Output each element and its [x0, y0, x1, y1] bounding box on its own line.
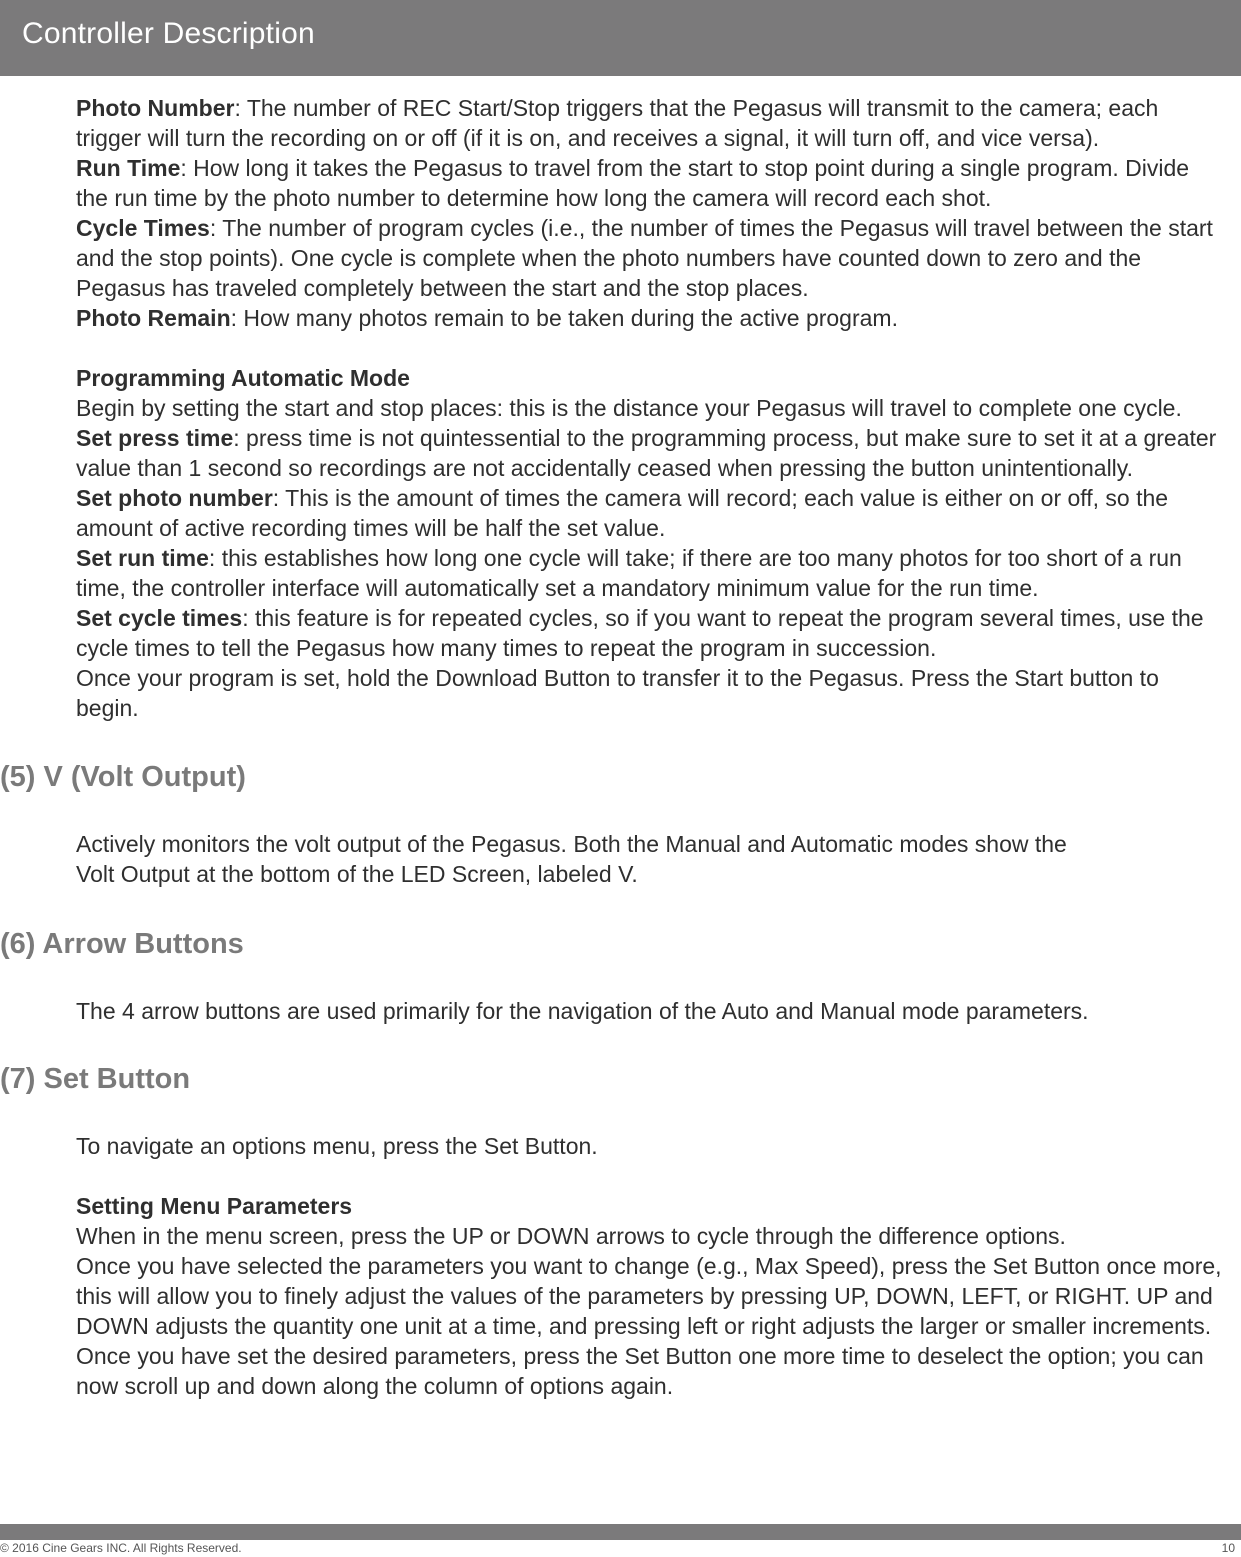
step-set-press-time — [76, 423, 1227, 483]
definition-term: Cycle Times — [76, 215, 210, 241]
definition-term: Photo Remain — [76, 305, 231, 331]
definition-run-time — [76, 153, 1227, 213]
auto-mode-outro: Once your program is set, hold the Download Button to transfer it to the Pegasus. Press the Start button to begin. — [76, 665, 1159, 721]
step-term: Set cycle times — [76, 605, 243, 631]
section-volt-output-body — [0, 829, 1241, 889]
definition-photo-number — [76, 93, 1227, 153]
step-set-photo-number — [76, 483, 1227, 543]
auto-mode-title: Programming Automatic Mode — [76, 365, 410, 391]
volt-output-line-1: Actively monitors the volt output of the Pegasus. Both the Manual and Automatic modes show the — [76, 831, 1067, 857]
step-text: : this feature is for repeated cycles, so if you want to repeat the program several times, use the cycle times to tell the Pegasus how many times to repeat the program in succession. — [76, 605, 1204, 661]
definition-term: Photo Number — [76, 95, 235, 121]
footer-page-number: 10 — [1221, 1541, 1235, 1555]
page-title: Controller Description — [22, 17, 315, 50]
section-set-button-body — [0, 1131, 1241, 1401]
menu-parameters-title: Setting Menu Parameters — [76, 1193, 353, 1219]
arrow-buttons-text: The 4 arrow buttons are used primarily for the navigation of the Auto and Manual mode parameters. — [76, 998, 1089, 1024]
step-term: Set press time — [76, 425, 234, 451]
definition-text: : The number of REC Start/Stop triggers that the Pegasus will transmit to the camera; each trigger will turn the recording on or off (if it is on, and receives a signal, it will turn off, and vice versa). — [76, 95, 1159, 151]
step-set-run-time — [76, 543, 1227, 603]
definitions-block — [0, 93, 1241, 723]
menu-parameters-para-2: Once you have selected the parameters you want to change (e.g., Max Speed), press the Set Button once more, this will allow you to finely adjust the values of the parameters by pressing UP, DOWN, LEFT, or RIGHT. UP and DOWN adjusts the quantity one unit at a time, and pressing left or right adjusts the larger or smaller increments. Once you have set the desired parameters, press the Set Button one more time to deselect the option; you can now scroll up and down along the column of options again. — [76, 1253, 1222, 1399]
step-text: : this establishes how long one cycle will take; if there are too many photos for too short of a run time, the controller interface will automatically set a mandatory minimum value for the run time. — [76, 545, 1182, 601]
footer-bar — [0, 1524, 1241, 1540]
page-content — [0, 93, 1241, 1401]
definition-cycle-times — [76, 213, 1227, 303]
definition-term: Run Time — [76, 155, 181, 181]
set-button-text: To navigate an options menu, press the Set Button. — [76, 1133, 598, 1159]
section-set-button-heading: (7) Set Button — [0, 1063, 191, 1095]
section-arrow-buttons-heading: (6) Arrow Buttons — [0, 928, 244, 960]
step-text: : This is the amount of times the camera will record; each value is either on or off, so the amount of active recording times will be half the set value. — [76, 485, 1169, 541]
definition-text: : How many photos remain to be taken during the active program. — [230, 305, 898, 331]
footer-copyright: © 2016 Cine Gears INC. All Rights Reserved. — [0, 1541, 242, 1555]
definition-text: : How long it takes the Pegasus to travel from the start to stop point during a single program. Divide the run time by the photo number to determine how long the camera will record each shot. — [76, 155, 1190, 211]
definition-text: : The number of program cycles (i.e., the number of times the Pegasus will travel between the start and the stop points). One cycle is complete when the photo numbers have counted down to zero and the Pegasus has traveled completely between the start and the stop places. — [76, 215, 1213, 301]
step-term: Set run time — [76, 545, 209, 571]
step-term: Set photo number — [76, 485, 273, 511]
menu-parameters-para-1: When in the menu screen, press the UP or DOWN arrows to cycle through the difference options. — [76, 1223, 1066, 1249]
volt-output-line-2: Volt Output at the bottom of the LED Screen, labeled V. — [76, 861, 638, 887]
step-set-cycle-times — [76, 603, 1227, 663]
page-header — [0, 0, 1241, 76]
definition-photo-remain — [76, 303, 1227, 333]
section-volt-output-heading: (5) V (Volt Output) — [0, 761, 246, 793]
auto-mode-intro: Begin by setting the start and stop places: this is the distance your Pegasus will travel to complete one cycle. — [76, 395, 1182, 421]
step-text: : press time is not quintessential to the programming process, but make sure to set it at a greater value than 1 second so recordings are not accidentally ceased when pressing the button unintentionally. — [76, 425, 1217, 481]
section-arrow-buttons-body — [0, 996, 1241, 1026]
